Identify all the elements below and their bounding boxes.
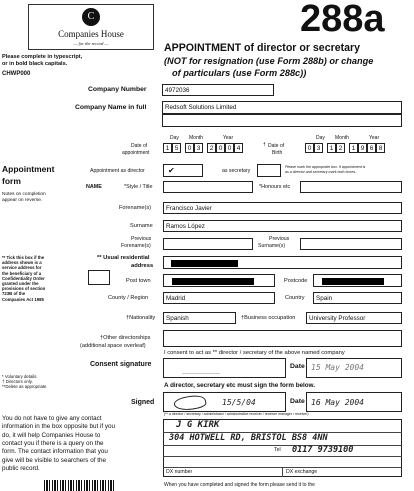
appointment-date-label-1: Date of <box>131 143 148 149</box>
appointment-date-digit-3[interactable]: 3 <box>194 143 203 153</box>
signed-role-note: (** a director / secretary / administrator / administrative receiver / receiver manager / receiver) <box>164 412 309 416</box>
signature-field[interactable] <box>163 392 286 412</box>
name-label: NAME <box>86 184 102 190</box>
appointment-section-label-2: form <box>2 176 21 186</box>
surname-field[interactable] <box>163 220 402 232</box>
redacted-post-town <box>172 278 254 285</box>
company-name-field[interactable] <box>162 101 402 114</box>
confidential-note-line: the beneficiary of a <box>2 270 42 276</box>
postcode-field[interactable] <box>313 274 402 287</box>
notes-line-2: appear on reverse. <box>2 198 43 203</box>
usual-address-label-1: ** Usual residential <box>97 255 150 261</box>
company-number-value: 4972036 <box>165 87 190 94</box>
voluntary-note-line: † Directors only. <box>2 379 33 385</box>
appointment-section-label-1: Appointment <box>2 164 55 174</box>
post-town-field[interactable] <box>163 274 275 287</box>
country-field[interactable] <box>313 292 402 304</box>
birth-date-digit-7[interactable]: 8 <box>376 143 385 153</box>
surname-value: Ramos López <box>166 223 205 230</box>
confidential-note-line: provisions of section <box>2 286 46 292</box>
contact-info-line: give will be visible to searchers of the <box>2 456 106 464</box>
contact-line-2: 304 HOTWELL RD, BRISTOL BS8 4NN <box>169 433 328 443</box>
birth-date-digit-2[interactable]: 1 <box>327 143 336 153</box>
forenames-value: Francisco Javier <box>166 205 212 212</box>
confidential-note-line: address shown is a <box>2 260 42 266</box>
barcode-icon <box>44 480 116 491</box>
company-number-label: Company Number <box>88 86 147 93</box>
appointment-date-field[interactable] <box>163 143 253 155</box>
company-name-label: Company Name in full <box>75 104 147 111</box>
business-occupation-field[interactable] <box>306 312 402 324</box>
birth-day-label: Day <box>316 135 325 141</box>
form-subtitle-2: of particulars (use Form 288c)) <box>172 68 307 78</box>
consent-text: I consent to act as ** director / secretary of the above named company <box>164 350 345 356</box>
birth-date-prefix: † <box>263 142 266 148</box>
footer-note: When you have completed and signed the form please send it to the <box>164 482 315 488</box>
address-line-1-field[interactable] <box>163 256 402 269</box>
surname-label: Surname <box>130 223 153 229</box>
contact-info-line: public record. <box>2 464 40 472</box>
birth-date-digit-3[interactable]: 2 <box>336 143 345 153</box>
other-directorships-field[interactable] <box>163 330 402 347</box>
birth-date-digit-1[interactable]: 3 <box>314 143 323 153</box>
signed-date-field[interactable] <box>306 392 402 412</box>
business-occupation-value: University Professor <box>309 315 366 322</box>
signature-scribble <box>173 393 207 413</box>
county-value: Madrid <box>166 295 186 302</box>
appointment-date-digit-7[interactable]: 4 <box>234 143 243 153</box>
nationality-field[interactable] <box>163 312 236 324</box>
prev-surnames-label-1: Previous <box>269 236 290 242</box>
appointment-date-digit-4[interactable]: 2 <box>207 143 216 153</box>
notes-line-1: Notes on completion <box>2 192 46 197</box>
honours-field[interactable] <box>300 181 402 193</box>
consent-date-field[interactable] <box>306 358 402 378</box>
voluntary-note-line: * Voluntary details. <box>2 374 38 379</box>
confidential-note-line: 723B of the <box>2 291 26 297</box>
style-title-label: *Style / Title <box>124 184 153 190</box>
country-label: Country <box>285 295 305 301</box>
birth-date-label-1: Date of <box>268 143 285 149</box>
redacted-postcode <box>322 278 384 285</box>
birth-date-digit-5[interactable]: 9 <box>358 143 367 153</box>
appointment-date-digit-1[interactable]: 5 <box>172 143 181 153</box>
contact-info-line: information in the box opposite but if you <box>2 423 116 431</box>
form-subtitle-1: (NOT for resignation (use Form 288b) or change <box>164 56 374 66</box>
consent-signature-field[interactable] <box>163 358 286 378</box>
instructions-2: or in bold black capitals. <box>2 61 68 67</box>
tick-note-1: Please mark the appropriate box. If appointment is <box>285 165 366 169</box>
postcode-label: Postcode <box>284 278 308 284</box>
country-value: Spain <box>316 295 333 302</box>
contact-line-1: J G KIRK <box>176 420 220 430</box>
prev-forenames-label-1: Previous <box>131 236 152 242</box>
secretary-checkbox[interactable] <box>257 164 281 177</box>
appt-year-label: Year <box>223 135 234 141</box>
check-icon: ✔ <box>168 166 175 175</box>
confidential-note-line: service address for <box>2 265 42 271</box>
honours-label: *Honours etc <box>259 184 291 190</box>
usual-address-label-2: address <box>131 263 154 269</box>
prev-surnames-label-2: Surname(s) <box>258 243 286 249</box>
contact-info-line: do, it will help Companies House to <box>2 431 101 439</box>
confidential-note-line: Confidentiality Order <box>2 275 45 281</box>
company-name-value: Redsoft Solutions Limited <box>165 104 237 111</box>
birth-date-field[interactable] <box>305 143 395 155</box>
redacted-address-1 <box>171 260 238 267</box>
appointment-date-digit-2[interactable]: 0 <box>185 143 194 153</box>
logo-tagline: — for the record — <box>73 41 109 46</box>
prev-forenames-field[interactable] <box>163 238 253 250</box>
prev-surnames-field[interactable] <box>300 238 402 250</box>
signature-date-value: 15/5/04 <box>222 398 256 407</box>
birth-date-label-2: Birth <box>272 150 283 156</box>
birth-date-digit-0[interactable]: 0 <box>305 143 314 153</box>
forenames-field[interactable] <box>163 202 402 214</box>
birth-month-label: Month <box>335 135 349 141</box>
appointment-date-label-2: appointment <box>122 150 150 156</box>
signed-label: Signed <box>131 399 155 406</box>
contact-info-line: You do not have to give any contact <box>2 415 102 422</box>
signed-date-value: 16 May 2004 <box>311 398 364 407</box>
birth-date-digit-6[interactable]: 6 <box>367 143 376 153</box>
appointment-date-digit-6[interactable]: 0 <box>225 143 234 153</box>
tel-label: Tel <box>274 447 281 453</box>
other-directorships-label-1: †Other directorships <box>100 335 151 341</box>
consent-date-label: Date <box>290 363 305 370</box>
nationality-label: †Nationality <box>126 315 156 321</box>
birth-date-digit-4[interactable]: 1 <box>349 143 358 153</box>
form-code: CHWP000 <box>2 71 31 77</box>
crest-icon: C <box>82 8 100 26</box>
voluntary-note-line: **Delete as appropriate <box>2 384 47 390</box>
must-sign-note: A director, secretary etc must sign the form below. <box>164 382 316 389</box>
appt-month-label: Month <box>189 135 203 141</box>
confidential-note-line: granted under the <box>2 281 39 286</box>
secretary-label: as secretary <box>222 168 251 174</box>
other-directorships-label-2: (additional space overleaf) <box>80 343 146 349</box>
nationality-value: Spanish <box>166 315 189 322</box>
dx-number-label: DX number <box>166 469 193 475</box>
tick-note-2: as a director and secretary mark both boxes. <box>285 170 357 174</box>
confidentiality-checkbox[interactable] <box>88 270 110 285</box>
confidential-note-line: ** Tick this box if the <box>2 255 45 260</box>
director-label: Appointment as director <box>90 168 145 174</box>
contact-info-line: contact you if there is a query on the <box>2 439 104 447</box>
contact-info-line: form. The contact information that you <box>2 448 108 456</box>
logo-name: Companies House <box>58 29 124 39</box>
consent-signature-scribble <box>182 363 224 374</box>
forenames-label: Forename(s) <box>119 205 152 211</box>
prev-forenames-label-2: Forename(s) <box>121 243 151 249</box>
post-town-label: Post town <box>126 278 151 284</box>
companies-house-logo <box>28 4 154 50</box>
appointment-date-digit-5[interactable]: 0 <box>216 143 225 153</box>
birth-year-label: Year <box>369 135 380 141</box>
form-title: APPOINTMENT of director or secretary <box>164 42 361 54</box>
business-occupation-label: †Business occupation <box>241 315 296 321</box>
appt-day-label: Day <box>170 135 179 141</box>
style-title-field[interactable] <box>163 181 253 193</box>
county-label: County / Region <box>108 295 149 301</box>
form-number: 288a <box>300 0 385 40</box>
county-field[interactable] <box>163 292 275 304</box>
instructions-1: Please complete in typescript, <box>2 54 83 60</box>
confidential-note-line: Companies Act 1985 <box>2 296 44 302</box>
company-number-field[interactable] <box>162 84 274 96</box>
consent-label: Consent signature <box>90 361 152 368</box>
signed-date-label: Date <box>290 398 305 405</box>
tel-value: 0117 9739100 <box>292 445 354 455</box>
director-checkbox[interactable] <box>163 164 203 177</box>
company-name-field-line2[interactable] <box>162 114 402 127</box>
appointment-date-digit-0[interactable]: 1 <box>163 143 172 153</box>
consent-date-value: 15 May 2004 <box>311 363 364 372</box>
dx-exchange-label: DX exchange <box>286 469 318 475</box>
